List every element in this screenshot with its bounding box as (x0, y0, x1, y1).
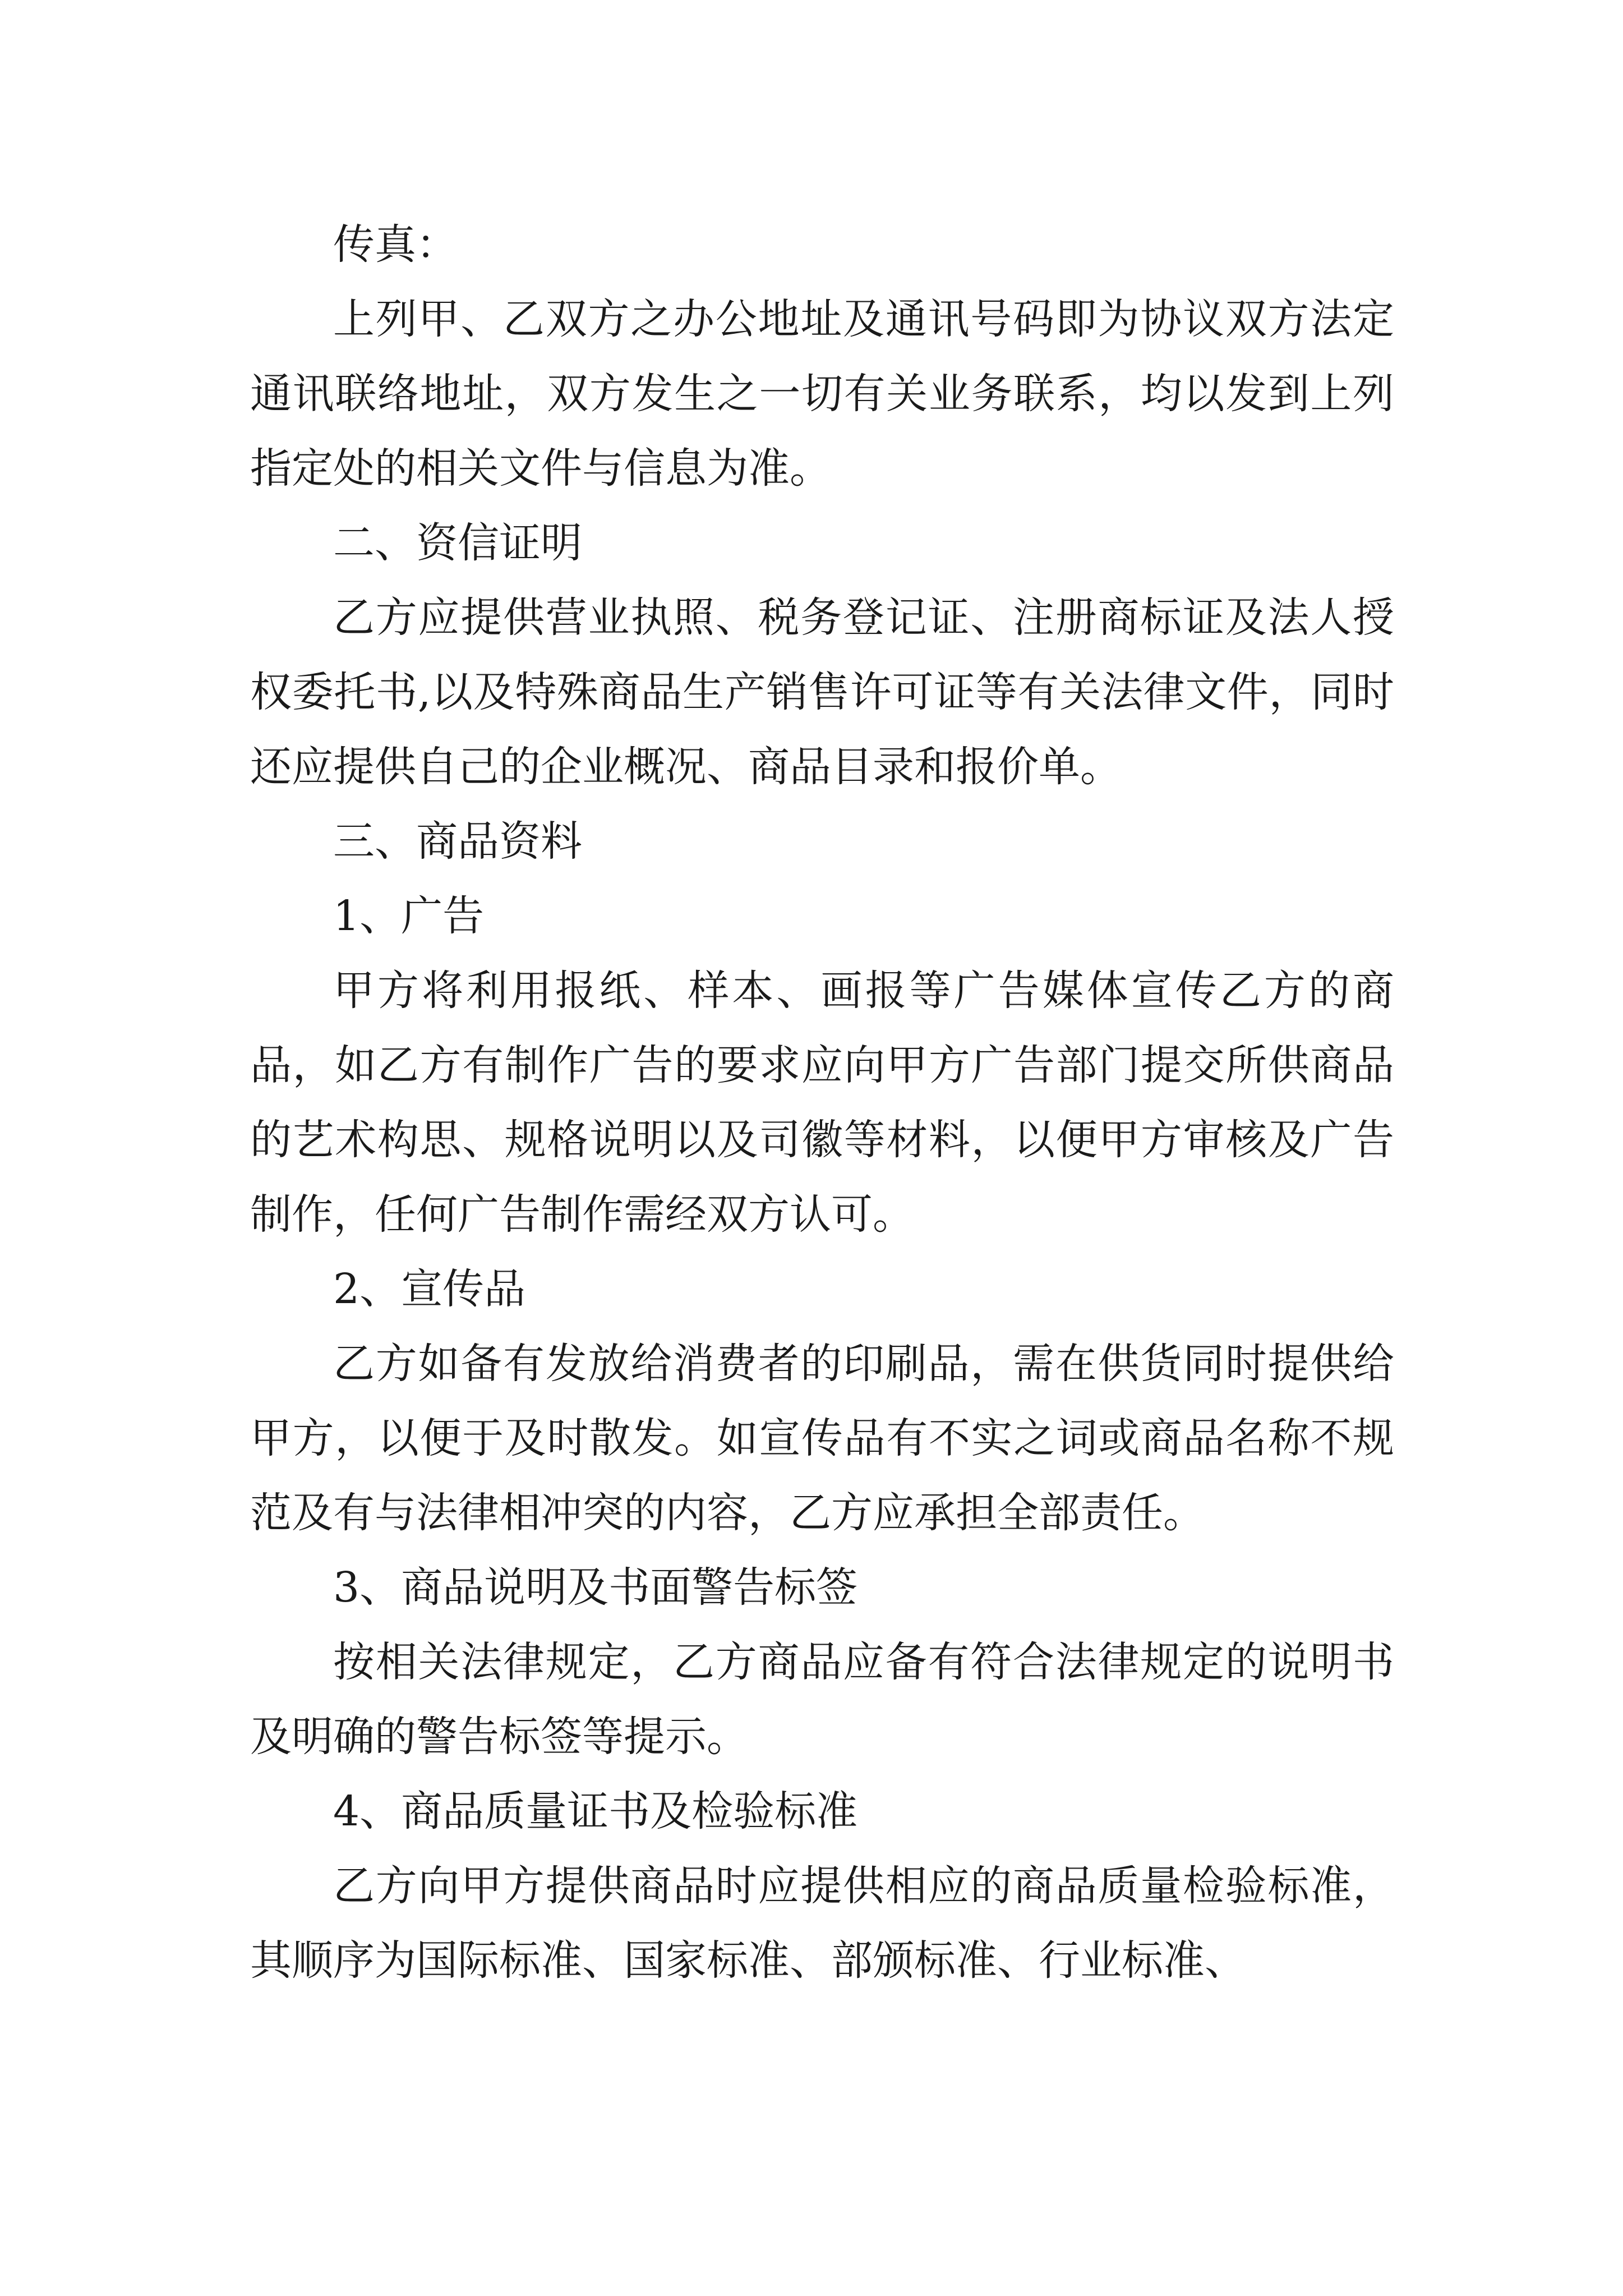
paragraph-promo-material: 乙方如备有发放给消费者的印刷品，需在供货同时提供给甲方，以便于及时散发。如宣传品有不实之词或商品名称不规范及有与法律相冲突的内容，乙方应承担全部责任。 (250, 1340, 1394, 1537)
paragraph-product-manual: 按相关法律规定，乙方商品应备有符合法律规定的说明书及明确的警告标签等提示。 (250, 1638, 1394, 1761)
subheading-quality-certificate: 4、商品质量证书及检验标准 (333, 1787, 858, 1835)
paragraph-quality-certificate: 乙方向甲方提供商品时应提供相应的商品质量检验标准，其顺序为国际标准、国家标准、部颁标准、行业标准、 (250, 1862, 1394, 1985)
subheading-product-manual: 3、商品说明及书面警告标签 (333, 1563, 858, 1612)
section-heading-product-info: 三、商品资料 (333, 817, 582, 866)
paragraph-credit-documents: 乙方应提供营业执照、税务登记证、注册商标证及法人授权委托书,以及特殊商品生产销售许可证等有关法律文件，同时还应提供自己的企业概况、商品目录和报价单。 (250, 593, 1394, 791)
subheading-promo-material: 2、宣传品 (333, 1265, 526, 1313)
paragraph-fax: 传真： (333, 220, 458, 269)
paragraph-advertising: 甲方将利用报纸、样本、画报等广告媒体宣传乙方的商品，如乙方有制作广告的要求应向甲方广告部门提交所供商品的艺术构思、规格说明以及司徽等材料，以便甲方审核及广告制作，任何广告制作需经双方认可。 (250, 967, 1394, 1239)
paragraph-contact-address: 上列甲、乙双方之办公地址及通讯号码即为协议双方法定通讯联络地址，双方发生之一切有关业务联系，均以发到上列指定处的相关文件与信息为准。 (250, 295, 1394, 493)
section-heading-credit: 二、资信证明 (333, 519, 582, 567)
document-body (250, 208, 1394, 1998)
subheading-advertising: 1、广告 (333, 892, 485, 940)
